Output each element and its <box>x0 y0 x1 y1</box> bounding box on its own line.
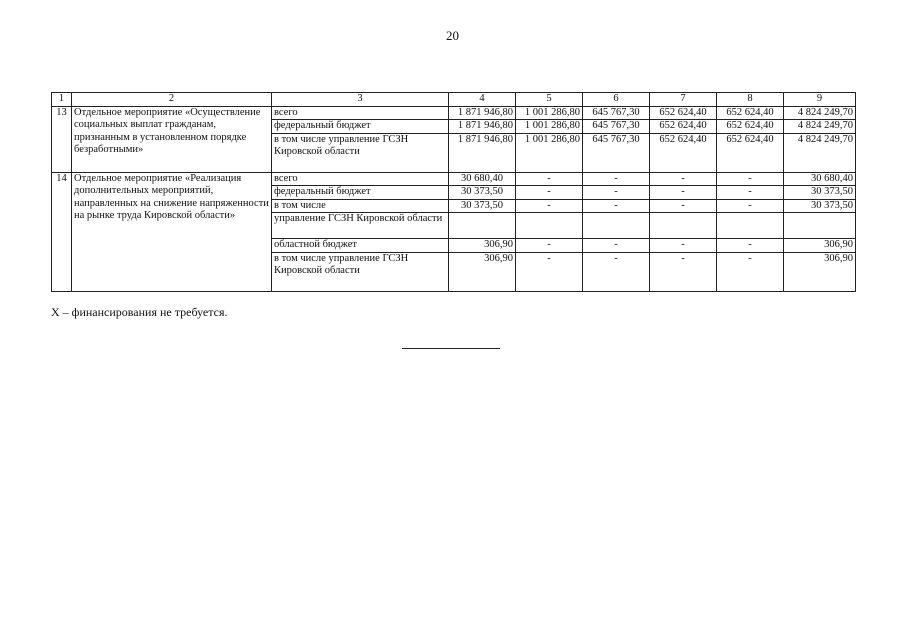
value-cell: 652 624,40 <box>717 133 784 172</box>
value-cell: 645 767,30 <box>583 133 650 172</box>
page-number: 20 <box>446 28 459 43</box>
funding-source: управление ГСЗН Кировской области <box>272 213 449 239</box>
value-cell: 30 680,40 <box>784 172 856 186</box>
value-cell: 30 373,50 <box>784 186 856 200</box>
header-cell: 5 <box>516 93 583 107</box>
header-cell: 8 <box>717 93 784 107</box>
funding-source: федеральный бюджет <box>272 186 449 200</box>
value-cell <box>583 213 650 239</box>
value-cell: 652 624,40 <box>650 120 717 134</box>
value-cell: - <box>650 199 717 213</box>
table-row <box>52 106 856 120</box>
value-cell: 4 824 249,70 <box>784 133 856 172</box>
value-cell <box>717 213 784 239</box>
funding-source: в том числе <box>272 199 449 213</box>
value-cell <box>449 213 516 239</box>
value-cell <box>784 213 856 239</box>
value-cell: 30 680,40 <box>449 172 516 186</box>
value-cell: 645 767,30 <box>583 106 650 120</box>
value-cell <box>516 213 583 239</box>
value-cell: 645 767,30 <box>583 120 650 134</box>
value-cell: 4 824 249,70 <box>784 120 856 134</box>
value-cell: 30 373,50 <box>449 199 516 213</box>
funding-source: всего <box>272 172 449 186</box>
value-cell: - <box>583 239 650 253</box>
value-cell <box>650 213 717 239</box>
value-cell: 1 871 946,80 <box>449 120 516 134</box>
header-cell: 1 <box>52 93 72 107</box>
value-cell: - <box>583 186 650 200</box>
value-cell: - <box>650 172 717 186</box>
value-cell: 306,90 <box>449 239 516 253</box>
header-cell: 3 <box>272 93 449 107</box>
funding-source: в том числе управление ГСЗН Кировской области <box>272 133 449 172</box>
value-cell: 652 624,40 <box>650 106 717 120</box>
value-cell: - <box>650 239 717 253</box>
value-cell: 1 001 286,80 <box>516 120 583 134</box>
funding-source: в том числе управление ГСЗН Кировской области <box>272 252 449 291</box>
budget-table <box>51 92 856 292</box>
value-cell: - <box>717 186 784 200</box>
value-cell: 1 001 286,80 <box>516 106 583 120</box>
footnote: Х – финансирования не требуется. <box>51 305 228 319</box>
value-cell: - <box>516 252 583 291</box>
value-cell: - <box>717 239 784 253</box>
header-cell: 4 <box>449 93 516 107</box>
funding-source: областной бюджет <box>272 239 449 253</box>
measure-description: Отдельное мероприятие «Осуществление социальных выплат гражданам, признанным в установленном порядке безработными» <box>72 106 272 172</box>
value-cell: - <box>516 172 583 186</box>
value-cell: 652 624,40 <box>650 133 717 172</box>
value-cell: - <box>583 252 650 291</box>
value-cell: 306,90 <box>784 239 856 253</box>
value-cell: 30 373,50 <box>784 199 856 213</box>
funding-source: всего <box>272 106 449 120</box>
value-cell: - <box>516 186 583 200</box>
table-row <box>52 172 856 186</box>
header-cell: 2 <box>72 93 272 107</box>
value-cell: 652 624,40 <box>717 106 784 120</box>
value-cell: - <box>717 252 784 291</box>
row-number: 13 <box>52 106 72 172</box>
value-cell: - <box>650 252 717 291</box>
end-divider <box>402 348 500 349</box>
measure-description: Отдельное мероприятие «Реализация дополнительных мероприятий, направленных на снижение напряженности на рынке труда Кировской области» <box>72 172 272 291</box>
value-cell: - <box>717 199 784 213</box>
value-cell: - <box>583 199 650 213</box>
value-cell: 30 373,50 <box>449 186 516 200</box>
header-cell: 6 <box>583 93 650 107</box>
value-cell: 652 624,40 <box>717 120 784 134</box>
header-cell: 9 <box>784 93 856 107</box>
header-cell: 7 <box>650 93 717 107</box>
value-cell: 306,90 <box>449 252 516 291</box>
value-cell: - <box>650 186 717 200</box>
value-cell: - <box>583 172 650 186</box>
value-cell: - <box>717 172 784 186</box>
value-cell: - <box>516 199 583 213</box>
row-number: 14 <box>52 172 72 291</box>
value-cell: 1 871 946,80 <box>449 106 516 120</box>
value-cell: 1 001 286,80 <box>516 133 583 172</box>
value-cell: - <box>516 239 583 253</box>
funding-source: федеральный бюджет <box>272 120 449 134</box>
value-cell: 306,90 <box>784 252 856 291</box>
value-cell: 4 824 249,70 <box>784 106 856 120</box>
header-row <box>52 93 856 107</box>
value-cell: 1 871 946,80 <box>449 133 516 172</box>
